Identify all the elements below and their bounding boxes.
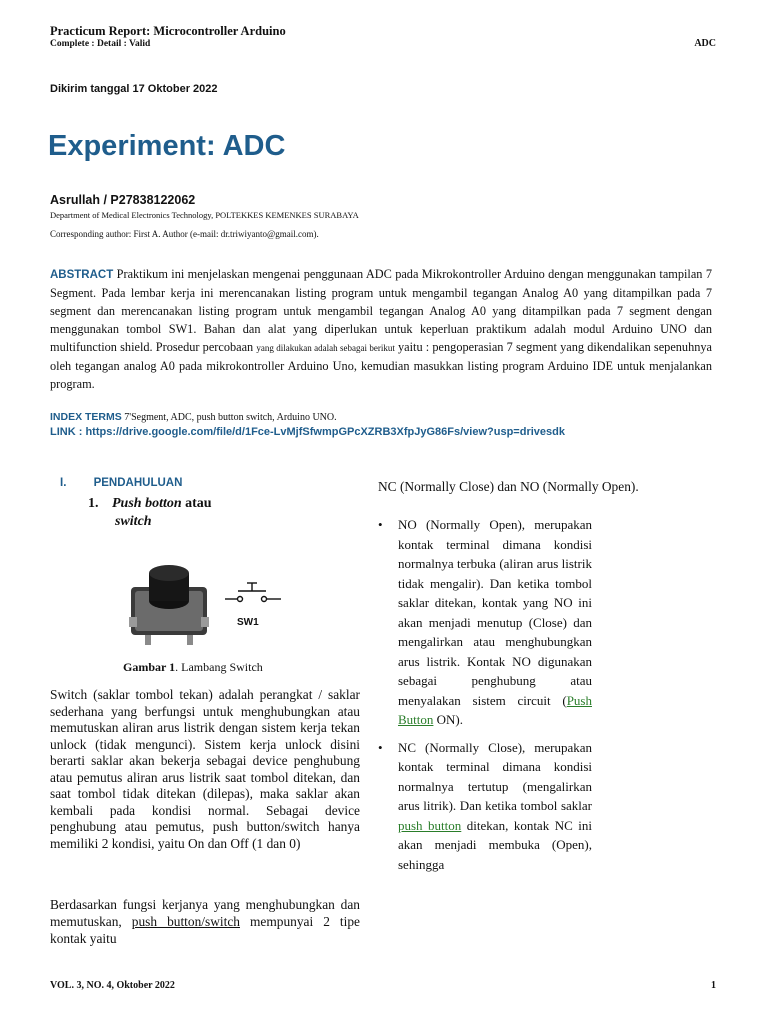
index-terms-text: 7'Segment, ADC, push button switch, Arduino UNO.: [121, 412, 337, 423]
subsection-number: 1.: [88, 496, 99, 511]
running-header-subtitle: Complete : Detail : Valid: [50, 39, 151, 49]
index-terms: [50, 411, 337, 423]
running-header-right: ADC: [694, 38, 716, 49]
subsection-heading: [88, 495, 212, 531]
bullet-nc-link: push button: [398, 817, 462, 833]
bullet-normally-close: [378, 738, 592, 875]
drive-link[interactable]: LINK : https://drive.google.com/file/d/1Fce-LvMjfSfwmpGPcXZRB3XfpJyG86Fs/view?usp=drivesdk: [50, 426, 565, 438]
paragraph-contact-types-c: mempunyai 2 tipe kontak yaitu: [50, 914, 360, 946]
tactile-switch-image: [129, 565, 209, 645]
figure-caption-text: . Lambang Switch: [175, 660, 263, 674]
section-heading: [60, 477, 182, 489]
corresponding-author: Corresponding author: First A. Author (e-mail: dr.triwiyanto@gmail.com).: [50, 229, 319, 239]
abstract-label: ABSTRACT: [50, 269, 114, 281]
index-terms-label: INDEX TERMS: [50, 411, 122, 423]
section-number: I.: [60, 477, 67, 489]
footer-volume: VOL. 3, NO. 4, Oktober 2022: [50, 980, 175, 991]
abstract-small-text: yang dilakukan adalah sebagai berikut: [256, 343, 395, 353]
department-affiliation: Department of Medical Electronics Technology, POLTEKKES KEMENKES SURABAYA: [50, 210, 359, 220]
paragraph-contact-types-link: push button/switch: [131, 914, 240, 929]
figure-caption: [123, 660, 263, 675]
bullet-list: [378, 515, 592, 874]
abstract-text-2: yaitu : pengoperasian 7 segment yang dikendalikan sepenuhnya oleh tegangan analog A0 pada mikrokontroller Arduino Uno, kemudian masukkan listing program Arduino IDE untuk menjalankan program.: [50, 340, 712, 391]
switch-label: SW1: [237, 617, 259, 628]
author-line: Asrullah / P27838122062: [50, 193, 196, 207]
abstract-text-1: Praktikum ini menjelaskan mengenai penggunaan ADC pada Mikrokontroller Arduino dengan menggunakan tampilan 7 Segment. Pada lembar kerja ini merencanakan listing program untuk mengambil tegangan Analog A0 yang ditampilkan pada 7 segment dan merencanakan listing program untuk mengambil tegangan Analog A0 yang ditampilkan pada 7 segment dengan menggunakan tombol SW1. Bahan dan alat yang diperlukan untuk keperluan praktikum adalah modul Arduino UNO dan multifunction shield. Prosedur percobaan: [50, 267, 712, 354]
switch-symbol: [225, 583, 281, 602]
bullet-no-text: NO (Normally Open), merupakan kontak terminal dimana kondisi normalnya terbuka (aliran arus listrik tidak mengalir). Dan ketika tombol saklar ditekan, kontak yang NO ini akan menjadi menutup (Close) dan mengalirkan atau menghubungkan arus listrik. Kontak NO digunakan sebagai penghubung atau menyalakan sistem circuit (: [398, 517, 592, 708]
paper-title: Experiment: ADC: [48, 130, 286, 162]
bullet-no-link: Push Button: [398, 692, 592, 727]
bullet-no-end: ON).: [433, 712, 464, 727]
bullet-nc-end: ditekan, kontak NC ini akan menjadi membuka (Open), sehingga: [398, 817, 592, 872]
running-header-title: Practicum Report: Microcontroller Arduino: [50, 24, 286, 38]
subsection-title-line2: switch: [115, 514, 152, 529]
section-title: PENDAHULUAN: [93, 477, 183, 489]
paragraph-contact-types-a: Berdasarkan fungsi kerjanya yang menghubungkan dan memutuskan,: [50, 897, 360, 929]
subsection-title-rest: atau: [181, 496, 212, 511]
bullet-nc-text: NC (Normally Close), merupakan kontak terminal dimana kondisi normalnya tertutup (mengalirkan arus litrik). Dan ketika tombol saklar: [398, 739, 592, 813]
figure-caption-label: Gambar 1: [123, 660, 176, 674]
right-column-intro: NC (Normally Close) dan NO (Normally Open).: [378, 479, 639, 494]
abstract: [50, 265, 712, 393]
push-button-figure: [125, 563, 285, 647]
submission-date: Dikirim tanggal 17 Oktober 2022: [50, 83, 218, 95]
paragraph-contact-types: [50, 896, 360, 947]
bullet-normally-open: [378, 515, 592, 730]
subsection-title-italic: Push botton: [112, 496, 182, 511]
paragraph-switch-definition: Switch (saklar tombol tekan) adalah perangkat / saklar sederhana yang berfungsi untuk menghubungkan atau memutuskan aliran arus listrik dengan sistem kerja tekan unlock (tidak mengunci). Sistem kerja unlock disini berarti saklar akan bekerja sebagai device penghubung atau pemutus aliran arus listrik saat tombol ditekan, dan saat tombol tidak ditekan (dilepas), maka saklar akan kembali pada kondisi normal. Sebagai device penghubung atau pemutus, push button/switch hanya memiliki 2 kondisi, yaitu On dan Off (1 dan 0): [50, 687, 360, 851]
footer-page-number: 1: [711, 980, 716, 991]
